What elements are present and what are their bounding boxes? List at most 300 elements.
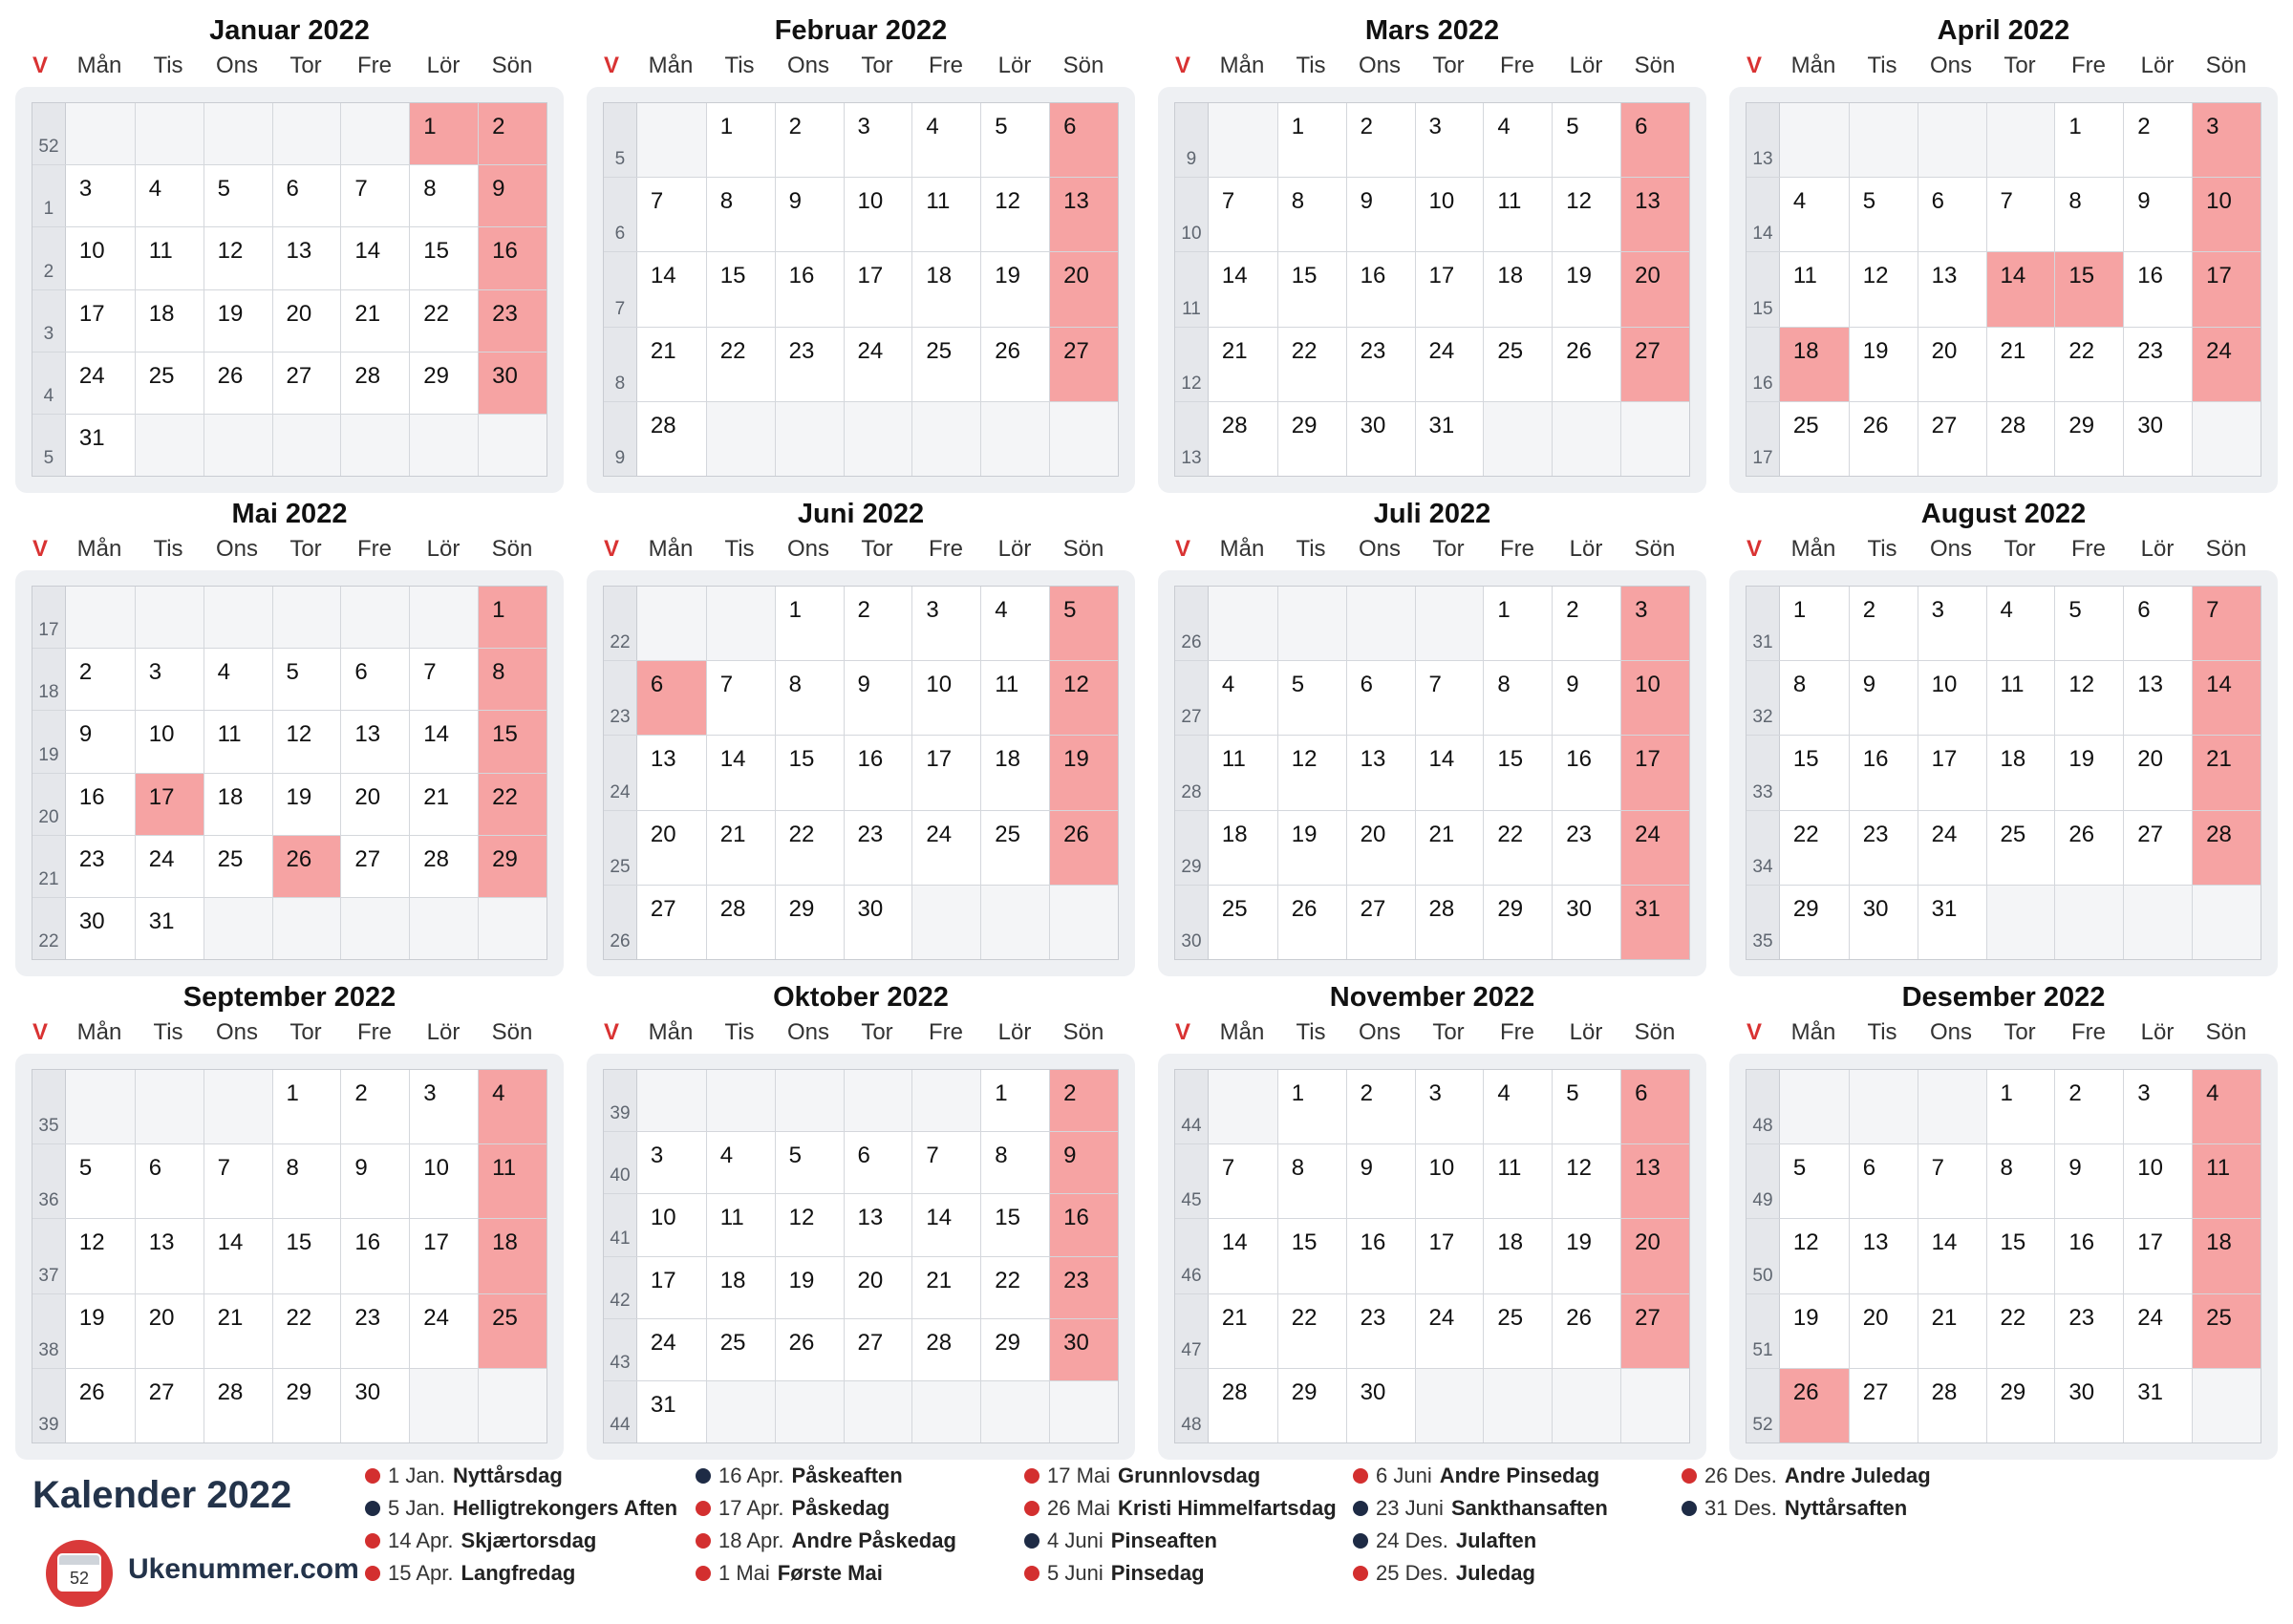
day-cell[interactable]: 7 [340, 165, 409, 226]
red-day-cell[interactable]: 15 [478, 711, 546, 772]
day-cell[interactable]: 25 [1483, 328, 1552, 401]
day-cell[interactable]: 8 [706, 178, 775, 251]
red-day-cell[interactable]: 25 [2192, 1294, 2261, 1368]
day-cell[interactable]: 10 [78, 238, 105, 265]
day-cell[interactable]: 15 [980, 1194, 1049, 1255]
red-day-cell[interactable]: 3 [1620, 587, 1689, 660]
day-cell[interactable]: 27 [2123, 811, 2192, 885]
red-day-cell[interactable]: 26 [1780, 1369, 1849, 1442]
day-cell[interactable]: 22 [775, 811, 844, 885]
day-cell[interactable]: 1 [980, 1070, 1049, 1131]
day-cell[interactable]: 5 [78, 1155, 93, 1182]
day-cell[interactable]: 3 [2123, 1070, 2192, 1143]
day-cell[interactable]: 31 [650, 1391, 676, 1418]
red-day-cell[interactable]: 12 [1049, 661, 1118, 735]
day-cell[interactable]: 23 [844, 811, 912, 885]
day-cell[interactable]: 1 [1277, 1070, 1346, 1143]
red-day-cell[interactable]: 30 [478, 353, 546, 414]
day-cell[interactable]: 20 [1918, 328, 1986, 401]
day-cell[interactable]: 28 [1986, 402, 2055, 476]
day-cell[interactable]: 3 [650, 1143, 664, 1169]
red-day-cell[interactable]: 13 [1049, 178, 1118, 251]
day-cell[interactable]: 5 [1277, 661, 1346, 735]
day-cell[interactable]: 19 [2054, 736, 2123, 809]
day-cell[interactable]: 11 [204, 711, 272, 772]
red-day-cell[interactable]: 17 [135, 774, 204, 835]
day-cell[interactable]: 31 [1415, 402, 1484, 476]
day-cell[interactable]: 18 [911, 252, 980, 326]
day-cell[interactable]: 21 [409, 774, 478, 835]
day-cell[interactable]: 10 [650, 1205, 676, 1231]
day-cell[interactable]: 22 [272, 1294, 341, 1368]
day-cell[interactable]: 12 [980, 178, 1049, 251]
red-day-cell[interactable]: 22 [478, 774, 546, 835]
day-cell[interactable]: 28 [1415, 886, 1484, 959]
day-cell[interactable]: 12 [272, 711, 341, 772]
day-cell[interactable]: 18 [980, 736, 1049, 809]
red-day-cell[interactable]: 24 [2192, 328, 2261, 401]
red-day-cell[interactable]: 28 [2192, 811, 2261, 885]
day-cell[interactable]: 30 [1552, 886, 1620, 959]
day-cell[interactable]: 3 [911, 587, 980, 660]
red-day-cell[interactable]: 23 [478, 290, 546, 352]
day-cell[interactable]: 3 [1918, 587, 1986, 660]
day-cell[interactable]: 16 [1552, 736, 1620, 809]
day-cell[interactable]: 7 [409, 649, 478, 710]
day-cell[interactable]: 30 [844, 886, 912, 959]
day-cell[interactable]: 3 [1415, 103, 1484, 177]
day-cell[interactable]: 18 [204, 774, 272, 835]
day-cell[interactable]: 13 [1346, 736, 1415, 809]
day-cell[interactable]: 11 [706, 1194, 775, 1255]
day-cell[interactable]: 3 [78, 176, 93, 203]
day-cell[interactable]: 12 [2054, 661, 2123, 735]
red-day-cell[interactable]: 29 [478, 836, 546, 897]
red-day-cell[interactable]: 5 [1049, 587, 1118, 660]
day-cell[interactable]: 19 [1849, 328, 1918, 401]
day-cell[interactable]: 2 [1849, 587, 1918, 660]
day-cell[interactable]: 15 [1277, 252, 1346, 326]
day-cell[interactable]: 17 [78, 300, 105, 327]
day-cell[interactable]: 25 [1986, 811, 2055, 885]
day-cell[interactable]: 23 [78, 845, 105, 872]
red-day-cell[interactable]: 10 [1620, 661, 1689, 735]
day-cell[interactable]: 9 [775, 178, 844, 251]
day-cell[interactable]: 14 [911, 1194, 980, 1255]
day-cell[interactable]: 2 [1346, 1070, 1415, 1143]
day-cell[interactable]: 5 [980, 103, 1049, 177]
day-cell[interactable]: 25 [706, 1319, 775, 1380]
red-day-cell[interactable]: 6 [1620, 103, 1689, 177]
red-day-cell[interactable]: 14 [2192, 661, 2261, 735]
day-cell[interactable]: 27 [1849, 1369, 1918, 1442]
day-cell[interactable]: 29 [775, 886, 844, 959]
brand-name[interactable]: Ukenummer.com [128, 1553, 359, 1585]
day-cell[interactable]: 19 [1277, 811, 1346, 885]
day-cell[interactable]: 25 [135, 353, 204, 414]
day-cell[interactable]: 14 [1918, 1219, 1986, 1293]
day-cell[interactable]: 31 [135, 898, 204, 959]
day-cell[interactable]: 9 [844, 661, 912, 735]
day-cell[interactable]: 27 [844, 1319, 912, 1380]
red-day-cell[interactable]: 6 [637, 661, 706, 735]
day-cell[interactable]: 9 [1346, 178, 1415, 251]
day-cell[interactable]: 2 [1552, 587, 1620, 660]
day-cell[interactable]: 18 [1221, 821, 1248, 847]
day-cell[interactable]: 12 [1552, 1144, 1620, 1218]
red-day-cell[interactable]: 4 [2192, 1070, 2261, 1143]
day-cell[interactable]: 10 [1415, 178, 1484, 251]
day-cell[interactable]: 2 [2123, 103, 2192, 177]
red-day-cell[interactable]: 19 [1049, 736, 1118, 809]
day-cell[interactable]: 20 [650, 821, 676, 847]
red-day-cell[interactable]: 2 [478, 103, 546, 164]
day-cell[interactable]: 24 [844, 328, 912, 401]
day-cell[interactable]: 29 [980, 1319, 1049, 1380]
day-cell[interactable]: 7 [706, 661, 775, 735]
day-cell[interactable]: 20 [1849, 1294, 1918, 1368]
day-cell[interactable]: 19 [272, 774, 341, 835]
day-cell[interactable]: 10 [135, 711, 204, 772]
day-cell[interactable]: 16 [1849, 736, 1918, 809]
day-cell[interactable]: 13 [2123, 661, 2192, 735]
day-cell[interactable]: 16 [78, 783, 105, 810]
day-cell[interactable]: 2 [775, 103, 844, 177]
day-cell[interactable]: 5 [775, 1132, 844, 1193]
day-cell[interactable]: 6 [1849, 1144, 1918, 1218]
day-cell[interactable]: 4 [1221, 672, 1235, 698]
day-cell[interactable]: 8 [1483, 661, 1552, 735]
day-cell[interactable]: 21 [204, 1294, 272, 1368]
red-day-cell[interactable]: 20 [1620, 1219, 1689, 1293]
day-cell[interactable]: 17 [911, 736, 980, 809]
day-cell[interactable]: 19 [775, 1257, 844, 1318]
day-cell[interactable]: 4 [980, 587, 1049, 660]
day-cell[interactable]: 4 [1483, 103, 1552, 177]
day-cell[interactable]: 31 [78, 424, 105, 451]
day-cell[interactable]: 28 [911, 1319, 980, 1380]
day-cell[interactable]: 30 [78, 908, 105, 934]
day-cell[interactable]: 11 [1221, 746, 1246, 773]
day-cell[interactable]: 7 [1221, 1155, 1235, 1182]
day-cell[interactable]: 5 [272, 649, 341, 710]
day-cell[interactable]: 8 [1277, 1144, 1346, 1218]
day-cell[interactable]: 14 [1415, 736, 1484, 809]
day-cell[interactable]: 27 [135, 1369, 204, 1442]
day-cell[interactable]: 30 [2054, 1369, 2123, 1442]
red-day-cell[interactable]: 24 [1620, 811, 1689, 885]
day-cell[interactable]: 8 [980, 1132, 1049, 1193]
day-cell[interactable]: 13 [135, 1219, 204, 1293]
day-cell[interactable]: 29 [1986, 1369, 2055, 1442]
day-cell[interactable]: 27 [1918, 402, 1986, 476]
day-cell[interactable]: 28 [650, 412, 676, 438]
day-cell[interactable]: 3 [409, 1070, 478, 1143]
day-cell[interactable]: 17 [1918, 736, 1986, 809]
day-cell[interactable]: 26 [1552, 328, 1620, 401]
day-cell[interactable]: 13 [1918, 252, 1986, 326]
red-day-cell[interactable]: 27 [1620, 1294, 1689, 1368]
red-day-cell[interactable]: 26 [1049, 811, 1118, 885]
day-cell[interactable]: 22 [1483, 811, 1552, 885]
red-day-cell[interactable]: 6 [1049, 103, 1118, 177]
day-cell[interactable]: 1 [1483, 587, 1552, 660]
day-cell[interactable]: 7 [204, 1144, 272, 1218]
day-cell[interactable]: 22 [980, 1257, 1049, 1318]
day-cell[interactable]: 7 [1221, 188, 1235, 215]
day-cell[interactable]: 28 [706, 886, 775, 959]
red-day-cell[interactable]: 9 [1049, 1132, 1118, 1193]
day-cell[interactable]: 20 [272, 290, 341, 352]
day-cell[interactable]: 4 [1483, 1070, 1552, 1143]
day-cell[interactable]: 30 [1346, 1369, 1415, 1442]
day-cell[interactable]: 7 [911, 1132, 980, 1193]
day-cell[interactable]: 28 [1918, 1369, 1986, 1442]
day-cell[interactable]: 5 [204, 165, 272, 226]
day-cell[interactable]: 14 [650, 263, 676, 289]
red-day-cell[interactable]: 30 [1049, 1319, 1118, 1380]
day-cell[interactable]: 24 [409, 1294, 478, 1368]
red-day-cell[interactable]: 8 [478, 649, 546, 710]
day-cell[interactable]: 24 [650, 1329, 676, 1356]
red-day-cell[interactable]: 10 [2192, 178, 2261, 251]
red-day-cell[interactable]: 1 [409, 103, 478, 164]
day-cell[interactable]: 18 [1483, 1219, 1552, 1293]
day-cell[interactable]: 20 [340, 774, 409, 835]
day-cell[interactable]: 12 [1849, 252, 1918, 326]
day-cell[interactable]: 11 [1986, 661, 2055, 735]
day-cell[interactable]: 21 [1986, 328, 2055, 401]
calendar-icon[interactable] [46, 1540, 113, 1607]
day-cell[interactable]: 18 [1483, 252, 1552, 326]
day-cell[interactable]: 26 [78, 1378, 105, 1405]
day-cell[interactable]: 27 [650, 895, 676, 922]
day-cell[interactable]: 28 [340, 353, 409, 414]
red-day-cell[interactable]: 27 [1620, 328, 1689, 401]
red-day-cell[interactable]: 6 [1620, 1070, 1689, 1143]
red-day-cell[interactable]: 4 [478, 1070, 546, 1143]
day-cell[interactable]: 6 [844, 1132, 912, 1193]
day-cell[interactable]: 7 [1415, 661, 1484, 735]
day-cell[interactable]: 6 [340, 649, 409, 710]
day-cell[interactable]: 23 [340, 1294, 409, 1368]
day-cell[interactable]: 18 [706, 1257, 775, 1318]
day-cell[interactable]: 26 [2054, 811, 2123, 885]
red-day-cell[interactable]: 18 [1780, 328, 1849, 401]
day-cell[interactable]: 29 [1792, 895, 1819, 922]
red-day-cell[interactable]: 18 [478, 1219, 546, 1293]
day-cell[interactable]: 25 [1483, 1294, 1552, 1368]
red-day-cell[interactable]: 18 [2192, 1219, 2261, 1293]
day-cell[interactable]: 4 [911, 103, 980, 177]
red-day-cell[interactable]: 16 [1049, 1194, 1118, 1255]
day-cell[interactable]: 22 [409, 290, 478, 352]
day-cell[interactable]: 11 [980, 661, 1049, 735]
day-cell[interactable]: 31 [1918, 886, 1986, 959]
day-cell[interactable]: 19 [980, 252, 1049, 326]
day-cell[interactable]: 15 [1986, 1219, 2055, 1293]
day-cell[interactable]: 28 [409, 836, 478, 897]
day-cell[interactable]: 27 [1346, 886, 1415, 959]
day-cell[interactable]: 10 [844, 178, 912, 251]
day-cell[interactable]: 21 [1221, 337, 1248, 364]
day-cell[interactable]: 31 [2123, 1369, 2192, 1442]
day-cell[interactable]: 23 [1849, 811, 1918, 885]
day-cell[interactable]: 8 [1986, 1144, 2055, 1218]
day-cell[interactable]: 29 [1277, 402, 1346, 476]
day-cell[interactable]: 22 [1277, 328, 1346, 401]
day-cell[interactable]: 14 [706, 736, 775, 809]
day-cell[interactable]: 10 [409, 1144, 478, 1218]
day-cell[interactable]: 1 [1792, 597, 1807, 623]
day-cell[interactable]: 1 [1277, 103, 1346, 177]
day-cell[interactable]: 13 [844, 1194, 912, 1255]
day-cell[interactable]: 5 [2054, 587, 2123, 660]
day-cell[interactable]: 15 [409, 227, 478, 288]
day-cell[interactable]: 26 [980, 328, 1049, 401]
day-cell[interactable]: 19 [204, 290, 272, 352]
day-cell[interactable]: 12 [1552, 178, 1620, 251]
day-cell[interactable]: 20 [2123, 736, 2192, 809]
day-cell[interactable]: 4 [706, 1132, 775, 1193]
day-cell[interactable]: 12 [78, 1229, 105, 1256]
day-cell[interactable]: 3 [1415, 1070, 1484, 1143]
day-cell[interactable]: 24 [1415, 1294, 1484, 1368]
day-cell[interactable]: 13 [650, 746, 676, 773]
day-cell[interactable]: 14 [409, 711, 478, 772]
day-cell[interactable]: 29 [2054, 402, 2123, 476]
red-day-cell[interactable]: 27 [1049, 328, 1118, 401]
day-cell[interactable]: 26 [775, 1319, 844, 1380]
day-cell[interactable]: 20 [135, 1294, 204, 1368]
day-cell[interactable]: 28 [204, 1369, 272, 1442]
day-cell[interactable]: 1 [706, 103, 775, 177]
day-cell[interactable]: 27 [340, 836, 409, 897]
day-cell[interactable]: 11 [135, 227, 204, 288]
day-cell[interactable]: 30 [1346, 402, 1415, 476]
red-day-cell[interactable]: 23 [1049, 1257, 1118, 1318]
day-cell[interactable]: 13 [272, 227, 341, 288]
day-cell[interactable]: 5 [1792, 1155, 1807, 1182]
day-cell[interactable]: 10 [1918, 661, 1986, 735]
day-cell[interactable]: 20 [1346, 811, 1415, 885]
day-cell[interactable]: 2 [2054, 1070, 2123, 1143]
day-cell[interactable]: 9 [1849, 661, 1918, 735]
day-cell[interactable]: 23 [2123, 328, 2192, 401]
day-cell[interactable]: 8 [1792, 672, 1807, 698]
day-cell[interactable]: 10 [2123, 1144, 2192, 1218]
day-cell[interactable]: 6 [1346, 661, 1415, 735]
red-day-cell[interactable]: 7 [2192, 587, 2261, 660]
day-cell[interactable]: 16 [1346, 252, 1415, 326]
day-cell[interactable]: 4 [1792, 188, 1807, 215]
day-cell[interactable]: 5 [1552, 103, 1620, 177]
day-cell[interactable]: 26 [204, 353, 272, 414]
day-cell[interactable]: 26 [1849, 402, 1918, 476]
day-cell[interactable]: 21 [650, 337, 676, 364]
day-cell[interactable]: 9 [340, 1144, 409, 1218]
day-cell[interactable]: 16 [2054, 1219, 2123, 1293]
day-cell[interactable]: 9 [1346, 1144, 1415, 1218]
day-cell[interactable]: 30 [1849, 886, 1918, 959]
day-cell[interactable]: 19 [1552, 1219, 1620, 1293]
red-day-cell[interactable]: 13 [1620, 178, 1689, 251]
day-cell[interactable]: 21 [1918, 1294, 1986, 1368]
day-cell[interactable]: 27 [272, 353, 341, 414]
day-cell[interactable]: 11 [911, 178, 980, 251]
day-cell[interactable]: 5 [1849, 178, 1918, 251]
day-cell[interactable]: 6 [2123, 587, 2192, 660]
day-cell[interactable]: 16 [1346, 1219, 1415, 1293]
day-cell[interactable]: 1 [775, 587, 844, 660]
day-cell[interactable]: 15 [706, 252, 775, 326]
day-cell[interactable]: 8 [2054, 178, 2123, 251]
day-cell[interactable]: 26 [1277, 886, 1346, 959]
day-cell[interactable]: 26 [1552, 1294, 1620, 1368]
red-day-cell[interactable]: 20 [1620, 252, 1689, 326]
day-cell[interactable]: 14 [1221, 263, 1248, 289]
red-day-cell[interactable]: 14 [1986, 252, 2055, 326]
day-cell[interactable]: 25 [980, 811, 1049, 885]
day-cell[interactable]: 2 [844, 587, 912, 660]
day-cell[interactable]: 14 [1221, 1229, 1248, 1256]
red-day-cell[interactable]: 3 [2192, 103, 2261, 177]
day-cell[interactable]: 2 [1346, 103, 1415, 177]
day-cell[interactable]: 5 [1552, 1070, 1620, 1143]
day-cell[interactable]: 10 [911, 661, 980, 735]
day-cell[interactable]: 18 [135, 290, 204, 352]
day-cell[interactable]: 22 [1986, 1294, 2055, 1368]
day-cell[interactable]: 23 [2054, 1294, 2123, 1368]
day-cell[interactable]: 30 [340, 1369, 409, 1442]
day-cell[interactable]: 25 [1792, 412, 1819, 438]
day-cell[interactable]: 22 [1277, 1294, 1346, 1368]
day-cell[interactable]: 9 [78, 721, 93, 748]
day-cell[interactable]: 15 [775, 736, 844, 809]
day-cell[interactable]: 29 [409, 353, 478, 414]
day-cell[interactable]: 17 [1415, 252, 1484, 326]
red-day-cell[interactable]: 13 [1620, 1144, 1689, 1218]
day-cell[interactable]: 8 [272, 1144, 341, 1218]
day-cell[interactable]: 15 [1483, 736, 1552, 809]
red-day-cell[interactable]: 1 [478, 587, 546, 648]
red-day-cell[interactable]: 15 [2054, 252, 2123, 326]
day-cell[interactable]: 19 [78, 1304, 105, 1331]
red-day-cell[interactable]: 16 [478, 227, 546, 288]
day-cell[interactable]: 16 [775, 252, 844, 326]
day-cell[interactable]: 2 [340, 1070, 409, 1143]
day-cell[interactable]: 15 [1792, 746, 1819, 773]
day-cell[interactable]: 24 [911, 811, 980, 885]
day-cell[interactable]: 23 [1346, 1294, 1415, 1368]
day-cell[interactable]: 21 [911, 1257, 980, 1318]
day-cell[interactable]: 6 [1918, 178, 1986, 251]
day-cell[interactable]: 28 [1221, 412, 1248, 438]
day-cell[interactable]: 3 [844, 103, 912, 177]
day-cell[interactable]: 17 [409, 1219, 478, 1293]
day-cell[interactable]: 4 [204, 649, 272, 710]
day-cell[interactable]: 1 [1986, 1070, 2055, 1143]
day-cell[interactable]: 21 [340, 290, 409, 352]
day-cell[interactable]: 29 [1483, 886, 1552, 959]
day-cell[interactable]: 21 [706, 811, 775, 885]
red-day-cell[interactable]: 20 [1049, 252, 1118, 326]
day-cell[interactable]: 4 [135, 165, 204, 226]
day-cell[interactable]: 24 [78, 362, 105, 389]
day-cell[interactable]: 6 [135, 1144, 204, 1218]
day-cell[interactable]: 24 [1918, 811, 1986, 885]
day-cell[interactable]: 11 [1483, 178, 1552, 251]
